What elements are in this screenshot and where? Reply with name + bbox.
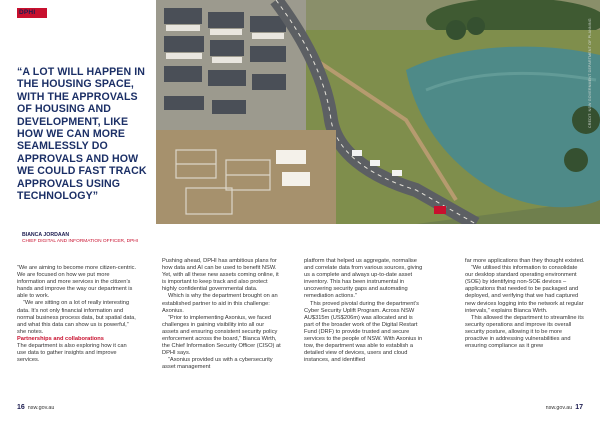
paragraph: “Prior to implementing Axonius, we faced challenges in gaining visibility into all our assets and ensuring consistent security policy enforcement across the board,” Bianca Wirth, the Chief Information Security Officer (CISO) at DPHI says. [162, 314, 281, 357]
column-3 [304, 258, 424, 364]
paragraph: “Axonius provided us with a cybersecurity asset management [162, 357, 273, 371]
attribution-name: BIANCA JORDAAN [22, 232, 70, 238]
page-number-left: 16 [17, 404, 25, 411]
section-label: DPHI [19, 8, 36, 16]
paragraph: “We are sitting on a lot of really interesting data. It’s not only financial information and normal business process data, but spatial data, and what this data can show us is powerful,” she notes. [17, 300, 136, 335]
column-4 [465, 258, 585, 350]
paragraph: This proved pivotal during the department’s Cyber Security Uplift Program. Across NSW AU$315m (US$206m) was allocated and is part of the broader work of the Digital Restart Fund (DRF) to provide trusted and secure services to the people of NSW. With Axonius in tow, the department was able to establish a detailed view of devices, users and cloud instances, and identified [304, 300, 423, 364]
page-number-right: 17 [575, 404, 583, 411]
paragraph: far more applications than they thought existed. [465, 258, 585, 264]
footer-right [546, 404, 583, 411]
paragraph: “We utilised this information to consolidate our desktop standard operating environment (SOE) by identifying non-SOE devices – applications that needed to be packaged and deployed, and verifying that we had captured new devices logging into the network at regular intervals,” explains Bianca Wirth. [465, 265, 584, 314]
attribution-role: CHIEF DIGITAL AND INFORMATION OFFICER, DPHI [22, 239, 139, 244]
column-1 [17, 265, 137, 364]
footer-left [17, 404, 54, 411]
paragraph: platform that helped us aggregate, normalise and correlate data from various sources, giving us a complete and always up-to-date asset inventory. This has been instrumental in uncovering security gaps and automating remediation actions.” [304, 258, 423, 300]
paragraph: This allowed the department to streamline its security operations and improve its overall security posture, allowing it to be more proactive in addressing vulnerabilities and ensuring compliance as it grew [465, 314, 584, 350]
paragraph: “We are aiming to become more citizen-centric. We are focused on how we put more information and more services in the citizen’s hands and improve the way our department is able to work. [17, 265, 137, 300]
aerial-photo [156, 0, 600, 224]
column-2 [162, 258, 282, 372]
photo-credit: CREDIT: NSW GOVERNMENT DEPARTMENT OF PLANNING [588, 18, 592, 128]
pull-quote: “A LOT WILL HAPPEN IN THE HOUSING SPACE, WITH THE APPROVALS OF HOUSING AND DEVELOPMENT, LIKE HOW WE CAN MORE SEAMLESSLY DO APPROVALS AND HOW WE COULD FAST TRACK APPROVALS USING TECHNOLOGY” [17, 66, 147, 203]
paragraph: Pushing ahead, DPHI has ambitious plans for how data and AI can be used to benefit NSW. Yet, with all these new assets coming online, it is important to keep track and also protect highly confidential governmental data. [162, 258, 279, 293]
paragraph: Which is why the department brought on an established partner to aid in this challenge: Axonius. [162, 293, 278, 314]
paragraph: The department is also exploring how it can use data to gather insights and improve services. [17, 343, 127, 364]
footer-site-left: nsw.gov.au [27, 405, 55, 411]
subheading: Partnerships and collaborations [17, 335, 104, 342]
footer-site-right: nsw.gov.au [545, 405, 573, 411]
